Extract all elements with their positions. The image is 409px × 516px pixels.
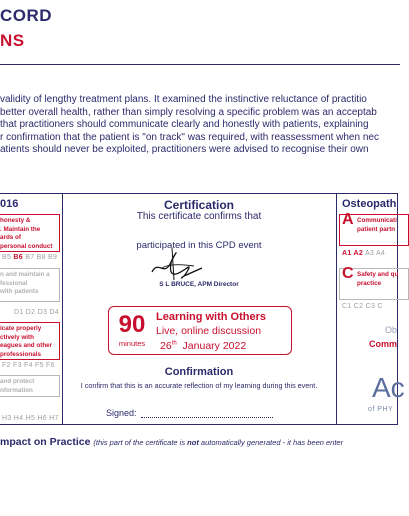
- standard-text: with patients: [0, 288, 39, 295]
- impact-on-practice-heading: mpact on Practice (this part of the certificate is not automatically generated - it has been enter: [0, 436, 344, 448]
- record-heading: CORD: [0, 6, 53, 25]
- standard-text: . Maintain the: [0, 225, 41, 233]
- event-type: Live, online discussion: [156, 325, 262, 337]
- description-line: validity of lengthy treatment plans. It examined the instinctive reluctance of practitio: [0, 94, 367, 105]
- standard-text: icate properly: [0, 325, 42, 332]
- theme-codes-a: A1 A2 A3 A4: [342, 250, 386, 257]
- theme-box-c: [339, 265, 409, 300]
- standards-year: 016: [0, 198, 19, 210]
- standard-text: professionals: [0, 350, 41, 358]
- standard-box-information: [0, 375, 60, 397]
- signed-label: Signed:: [106, 408, 137, 418]
- theme-letter-c: C: [342, 265, 354, 282]
- standard-text: eagues and other: [0, 342, 53, 349]
- confirmation-title: Confirmation: [164, 366, 234, 378]
- theme-codes-c: C1 C2 C3 C: [342, 303, 383, 310]
- academy-logo-sub: of PHY: [368, 406, 394, 413]
- director-signature: [148, 246, 206, 282]
- event-date: 26th January 2022: [160, 340, 247, 352]
- theme-text: patient partn: [357, 225, 396, 233]
- event-title: Learning with Others: [156, 311, 267, 323]
- standard-codes-f: F2 F3 F4 F5 F6: [2, 362, 55, 369]
- standard-text: n and maintain a: [0, 271, 50, 278]
- standard-text: personal conduct: [0, 242, 53, 250]
- standard-codes-b: B5 B6 B7 B8 B9: [2, 254, 58, 261]
- theme-text: practice: [357, 279, 382, 287]
- standard-text: and protect: [0, 378, 35, 385]
- standard-box-communicate: [0, 322, 60, 360]
- standard-text: ctively with: [0, 333, 34, 341]
- signer-name: S L BRUCE, APM Director: [159, 281, 239, 288]
- signature-line[interactable]: [141, 417, 273, 418]
- confirmation-text: I confirm that this is an accurate reflection of my learning during this event.: [80, 381, 318, 390]
- theme-box-a: [339, 211, 409, 246]
- certification-title: Certification: [163, 198, 234, 212]
- theme-text: Safety and qu: [357, 271, 399, 278]
- standard-text: nformation: [0, 386, 33, 394]
- standard-text: fessional: [0, 279, 28, 287]
- minutes-label: minutes: [118, 339, 146, 348]
- standard-codes-d: D1 D2 D3 D4: [14, 309, 59, 316]
- academy-logo: Ac: [372, 372, 405, 403]
- standard-box-honesty: [0, 214, 60, 252]
- osteopathic-practice-title: Osteopath: [342, 198, 397, 210]
- event-description: [0, 94, 400, 157]
- description-line: atients should never be exploited, practitioners were advised to recognise their own: [0, 144, 369, 155]
- objective-value: Comm: [369, 339, 398, 349]
- theme-text: Communicati: [357, 217, 397, 224]
- left-column-divider: [62, 193, 63, 425]
- description-line: that practitioners should communicate clearly and honestly with patients, explaining: [0, 119, 369, 130]
- cpd-minutes: 90: [118, 311, 146, 338]
- certification-subtitle: This certificate confirms that: [136, 211, 262, 222]
- header-divider: [0, 64, 400, 65]
- record-subheading: NS: [0, 31, 25, 50]
- participation-text: participated in this CPD event: [136, 240, 262, 251]
- theme-letter-a: A: [342, 211, 354, 228]
- standard-box-relationships: [0, 268, 60, 302]
- right-column-divider: [336, 193, 337, 425]
- description-line: r confirmation that the patient is "on track" was required, with reassessment when nec: [0, 131, 379, 143]
- description-line: better overall health, rather than simply resolving a specific problem was an acceptab: [0, 106, 377, 118]
- standard-text: honesty &: [0, 217, 31, 224]
- standard-codes-h: H3 H4 H5 H6 H7: [2, 415, 59, 422]
- standard-text: ards of: [0, 234, 21, 241]
- objective-label: Ob: [385, 325, 398, 335]
